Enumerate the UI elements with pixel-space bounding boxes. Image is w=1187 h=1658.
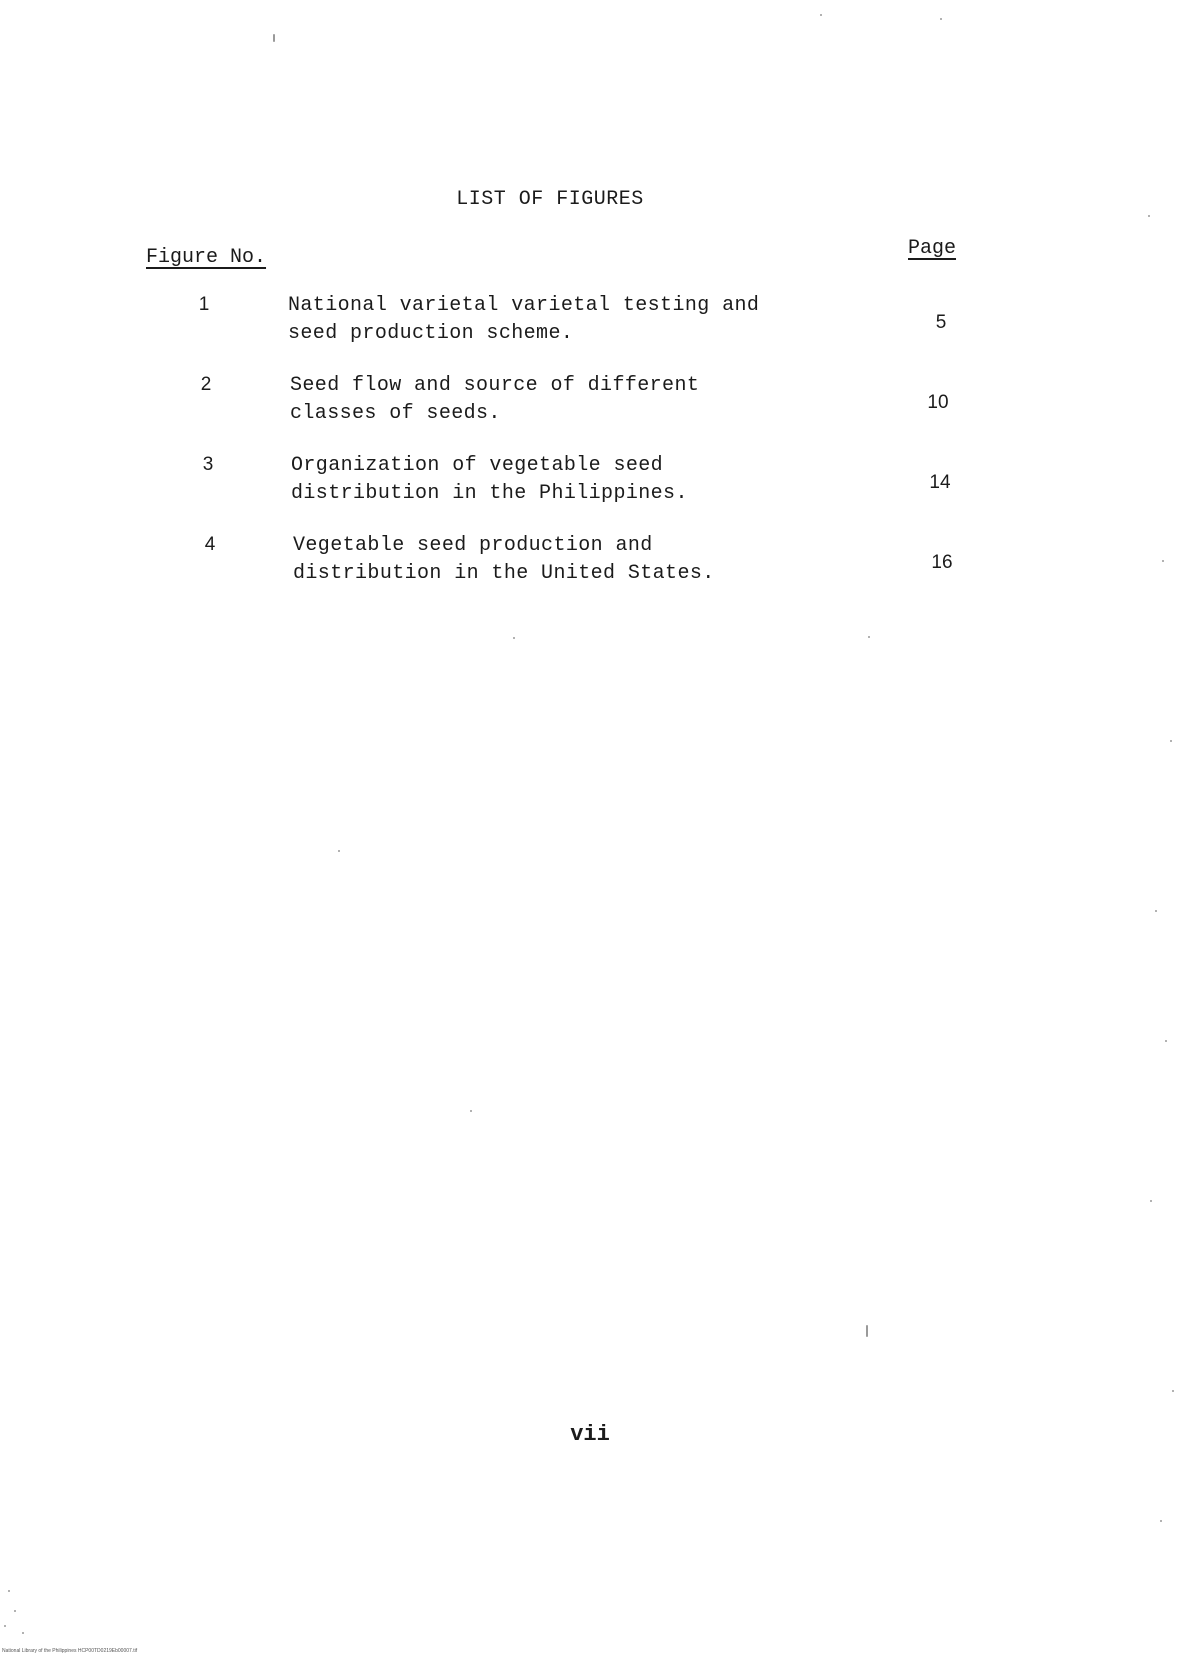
figure-entry xyxy=(0,452,1187,522)
figure-number: 2 xyxy=(200,374,212,395)
scan-speck xyxy=(1150,1200,1152,1202)
scan-speck xyxy=(273,34,275,42)
scan-footer-tag: National Library of the Philippines HCP00TD0219Eb00007.tif xyxy=(2,1648,138,1654)
figure-caption xyxy=(291,452,821,508)
scan-speck xyxy=(338,850,340,852)
figure-page: 5 xyxy=(935,312,947,333)
scan-speck xyxy=(1162,560,1164,562)
page-title: LIST OF FIGURES xyxy=(456,188,644,211)
figure-number: 4 xyxy=(204,534,216,555)
scan-speck xyxy=(868,636,870,638)
scan-speck xyxy=(1170,740,1172,742)
figure-number: 1 xyxy=(198,294,210,315)
page-number: vii xyxy=(570,1422,610,1447)
scan-speck xyxy=(1172,1390,1174,1392)
figure-page: 14 xyxy=(929,472,951,493)
scan-speck xyxy=(22,1632,24,1634)
figure-number: 3 xyxy=(202,454,214,475)
figure-page: 16 xyxy=(931,552,953,573)
figure-caption-line: seed production scheme. xyxy=(288,322,574,345)
scan-speck xyxy=(820,14,822,16)
figure-caption-line: distribution in the United States. xyxy=(293,562,715,585)
figure-caption xyxy=(290,372,820,428)
figure-caption-line: Vegetable seed production and xyxy=(293,534,653,557)
figure-caption-line: Organization of vegetable seed xyxy=(291,454,664,477)
figure-caption-line: National varietal varietal testing and xyxy=(288,294,760,317)
scan-speck xyxy=(14,1610,16,1612)
scan-speck xyxy=(4,1625,6,1627)
figure-page: 10 xyxy=(927,392,949,413)
figure-no-header: Figure No. xyxy=(146,246,267,269)
figure-entry xyxy=(0,292,1187,362)
page-header: Page xyxy=(908,237,957,260)
figure-caption-line: classes of seeds. xyxy=(290,402,501,425)
scan-speck xyxy=(940,18,942,20)
scan-speck xyxy=(866,1325,868,1337)
figure-caption xyxy=(288,292,818,348)
figure-entry xyxy=(0,372,1187,442)
scan-speck xyxy=(513,637,515,639)
figure-caption-line: distribution in the Philippines. xyxy=(291,482,688,505)
scan-speck xyxy=(1165,1040,1167,1042)
scan-speck xyxy=(8,1590,10,1592)
figure-caption xyxy=(293,532,823,588)
figure-caption-line: Seed flow and source of different xyxy=(290,374,700,397)
scan-speck xyxy=(1148,215,1150,217)
scan-speck xyxy=(470,1110,472,1112)
figure-entry xyxy=(0,532,1187,602)
scan-speck xyxy=(1155,910,1157,912)
scan-speck xyxy=(1160,1520,1162,1522)
